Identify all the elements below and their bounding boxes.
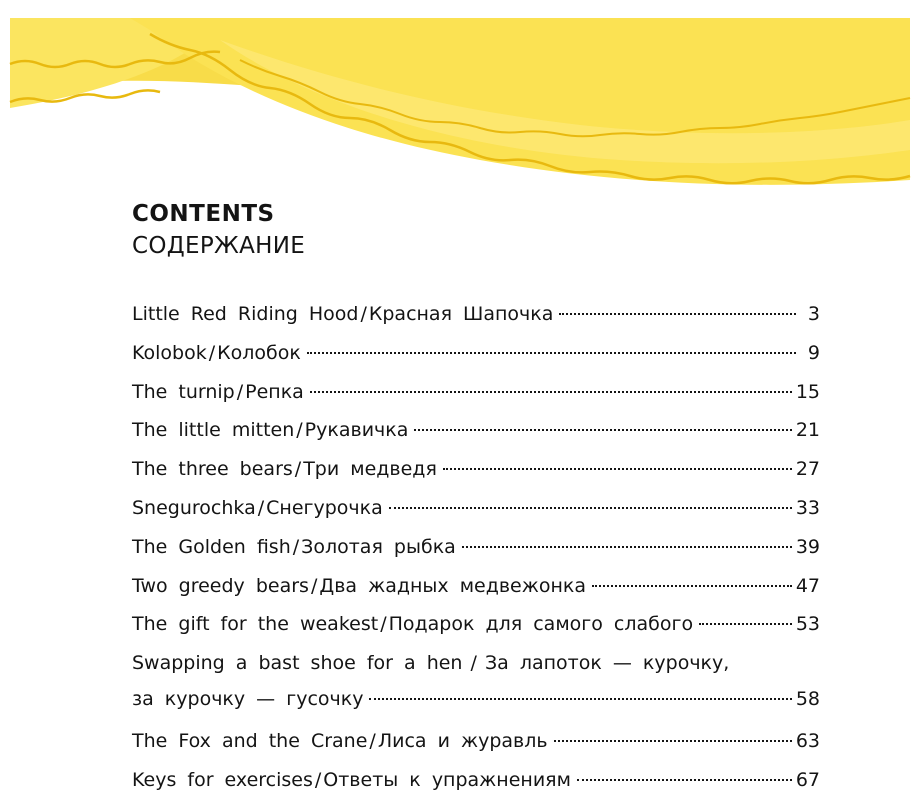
table-of-contents	[132, 296, 820, 800]
toc-page-number: 58	[795, 688, 820, 711]
toc-separator: /	[236, 380, 244, 403]
toc-separator: /	[314, 768, 322, 791]
toc-entry-english: The Fox and the Crane	[132, 729, 368, 752]
toc-entry-english: The little mitten	[132, 419, 295, 442]
toc-separator: /	[360, 303, 367, 325]
toc-entry	[132, 374, 820, 413]
toc-separator: /	[369, 729, 376, 752]
toc-entry-english: The turnip	[132, 380, 235, 403]
toc-entry-russian: За лапоток — курочку,	[484, 652, 730, 675]
toc-separator: /	[470, 652, 477, 675]
dot-leader	[369, 698, 791, 700]
toc-separator: /	[310, 574, 318, 597]
toc-page-number: 53	[795, 613, 820, 636]
toc-page-number: 39	[795, 535, 820, 558]
toc-page-number: 47	[795, 574, 820, 597]
toc-entry-english: Kolobok	[132, 341, 207, 364]
dot-leader	[307, 352, 796, 354]
dot-leader	[577, 779, 792, 781]
toc-page-number: 33	[795, 496, 820, 519]
toc-page-number: 27	[795, 458, 820, 481]
toc-entry-russian: Репка	[245, 380, 304, 403]
toc-entry	[132, 451, 820, 490]
toc-entry-russian: Три медведя	[303, 458, 437, 481]
toc-entry	[132, 568, 820, 607]
toc-entry-russian-continued: за курочку — гусочку	[132, 688, 364, 711]
toc-entry-russian: Лиса и журавль	[377, 729, 548, 752]
dot-leader	[699, 623, 792, 625]
heading-english: CONTENTS	[132, 201, 275, 227]
toc-entry	[132, 296, 820, 335]
dot-leader	[554, 740, 792, 742]
toc-entry-english: The Golden fish	[132, 535, 291, 558]
toc-page-number: 15	[795, 380, 820, 403]
toc-page-number: 63	[795, 729, 820, 752]
toc-entry	[132, 606, 820, 645]
toc-entry-russian: Рукавичка	[304, 419, 409, 442]
toc-page-number: 21	[795, 419, 820, 442]
toc-entry	[132, 723, 820, 762]
toc-page-number: 9	[807, 341, 820, 364]
toc-entry	[132, 762, 820, 800]
toc-entry-english: Swapping a bast shoe for a hen	[132, 652, 463, 675]
toc-entry-russian: Колобок	[217, 341, 301, 364]
toc-separator: /	[208, 341, 216, 364]
toc-entry-russian: Два жадных медвежонка	[319, 574, 587, 597]
toc-separator: /	[257, 496, 265, 519]
contents-heading	[132, 198, 305, 262]
dot-leader	[462, 546, 792, 548]
toc-entry-english: Snegurochka	[132, 496, 256, 519]
dot-leader	[592, 585, 792, 587]
toc-entry	[132, 335, 820, 374]
toc-entry-english: Two greedy bears	[132, 574, 309, 597]
toc-entry-english: The three bears	[132, 458, 293, 481]
toc-entry	[132, 529, 820, 568]
toc-page-number: 3	[807, 303, 820, 325]
toc-page-number: 67	[795, 768, 820, 791]
toc-entry-russian: Золотая рыбка	[301, 535, 456, 558]
toc-entry	[132, 645, 820, 723]
toc-entry-russian: Ответы к упражнениям	[323, 768, 571, 791]
toc-entry-russian: Подарок для самого слабого	[388, 613, 694, 636]
dot-leader	[310, 391, 792, 393]
dot-leader	[414, 429, 791, 431]
dot-leader	[443, 468, 792, 470]
toc-entry-english: Keys for exercises	[132, 768, 313, 791]
heading-russian: СОДЕРЖАНИЕ	[132, 233, 306, 259]
toc-separator: /	[294, 458, 302, 481]
toc-separator: /	[296, 419, 303, 442]
toc-separator: /	[380, 613, 387, 636]
toc-entry	[132, 412, 820, 451]
toc-entry-english: The gift for the weakest	[132, 613, 379, 636]
toc-entry	[132, 490, 820, 529]
toc-entry-russian: Красная Шапочка	[368, 303, 554, 325]
curtain-drape-illustration	[0, 0, 920, 200]
toc-entry-english: Little Red Riding Hood	[132, 303, 359, 325]
toc-entry-russian: Снегурочка	[266, 496, 383, 519]
toc-separator: /	[292, 535, 300, 558]
dot-leader	[389, 507, 792, 509]
dot-leader	[559, 313, 796, 315]
